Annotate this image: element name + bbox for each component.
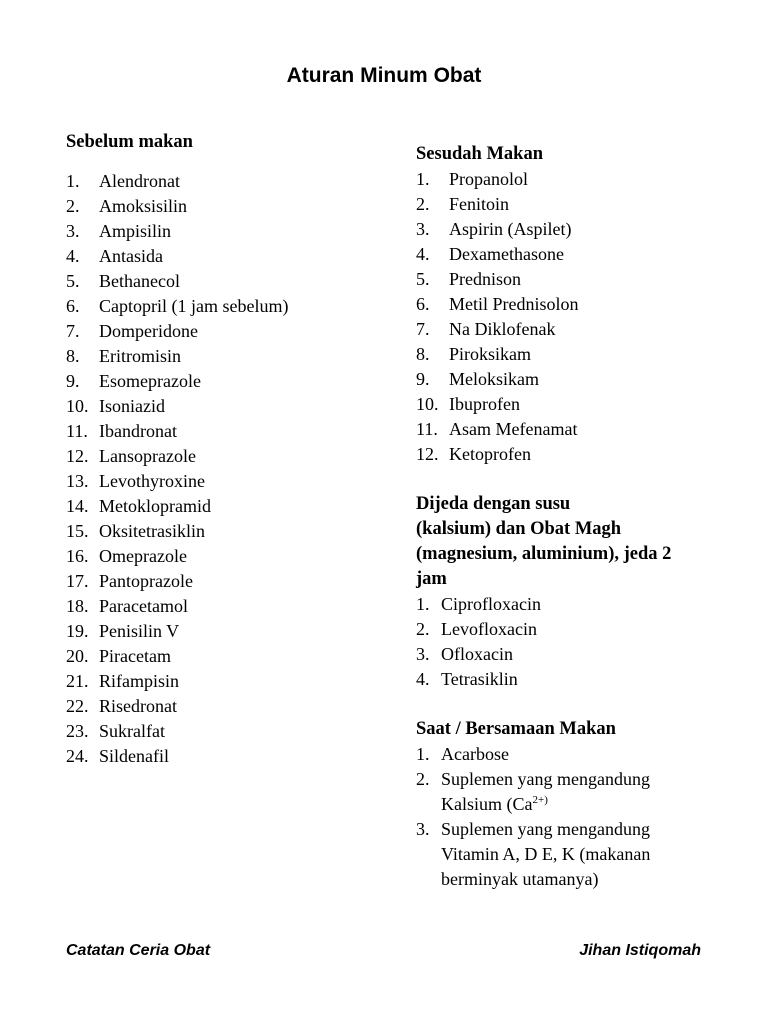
before-meal-heading: Sebelum makan bbox=[66, 132, 193, 152]
item-text: Oksitetrasiklin bbox=[99, 521, 205, 541]
item-number: 17. bbox=[66, 571, 89, 591]
item-number: 9. bbox=[66, 371, 80, 391]
item-number: 9. bbox=[416, 369, 430, 389]
item-number: 21. bbox=[66, 671, 89, 691]
item-number: 2. bbox=[416, 769, 430, 789]
item-text: Levothyroxine bbox=[99, 471, 205, 491]
item-number: 13. bbox=[66, 471, 89, 491]
item-text: Levofloxacin bbox=[441, 619, 537, 639]
list-item bbox=[66, 544, 396, 569]
separated-heading-line: (kalsium) dan Obat Magh bbox=[416, 519, 622, 539]
item-text-line bbox=[441, 792, 716, 817]
list-item bbox=[66, 444, 396, 469]
item-number: 10. bbox=[66, 396, 89, 416]
list-item bbox=[416, 242, 716, 267]
list-item bbox=[416, 642, 716, 667]
item-number: 8. bbox=[416, 344, 430, 364]
list-item bbox=[66, 719, 396, 744]
item-number: 2. bbox=[416, 194, 430, 214]
item-text: Domperidone bbox=[99, 321, 198, 341]
list-item bbox=[416, 767, 716, 817]
list-item bbox=[66, 319, 396, 344]
after-meal-list bbox=[416, 167, 716, 467]
item-number: 6. bbox=[416, 294, 430, 314]
list-item bbox=[416, 292, 716, 317]
item-text: Piroksikam bbox=[449, 344, 532, 364]
list-item bbox=[66, 669, 396, 694]
item-text: Asam Mefenamat bbox=[449, 419, 578, 439]
separated-heading-line: Dijeda dengan susu bbox=[416, 494, 571, 514]
item-number: 5. bbox=[416, 269, 430, 289]
footer-left: Catatan Ceria Obat bbox=[66, 942, 211, 959]
list-item bbox=[66, 419, 396, 444]
list-item bbox=[66, 344, 396, 369]
list-item bbox=[66, 619, 396, 644]
item-number: 18. bbox=[66, 596, 89, 616]
item-text: Ciprofloxacin bbox=[441, 594, 541, 614]
list-item bbox=[416, 417, 716, 442]
item-text: Tetrasiklin bbox=[441, 669, 518, 689]
item-number: 12. bbox=[66, 446, 89, 466]
list-item bbox=[416, 192, 716, 217]
item-text: Penisilin V bbox=[99, 621, 180, 641]
item-text-part: Kalsium (Ca bbox=[441, 794, 533, 814]
list-item bbox=[66, 494, 396, 519]
item-number: 3. bbox=[416, 644, 430, 664]
with-meal-section bbox=[416, 717, 716, 892]
item-text: Prednison bbox=[449, 269, 521, 289]
list-item bbox=[416, 367, 716, 392]
item-number: 1. bbox=[66, 171, 80, 191]
list-item bbox=[416, 267, 716, 292]
item-text: Eritromisin bbox=[99, 346, 181, 366]
item-number: 4. bbox=[416, 244, 430, 264]
list-item bbox=[416, 617, 716, 642]
item-text: Metil Prednisolon bbox=[449, 294, 579, 314]
item-number: 11. bbox=[416, 419, 438, 439]
item-number: 4. bbox=[416, 669, 430, 689]
item-text: Lansoprazole bbox=[99, 446, 196, 466]
list-item bbox=[416, 392, 716, 417]
item-text: Alendronat bbox=[99, 171, 180, 191]
right-column bbox=[416, 142, 716, 892]
item-text: Ampisilin bbox=[99, 221, 172, 241]
item-text: Sildenafil bbox=[99, 746, 169, 766]
item-text: Risedronat bbox=[99, 696, 177, 716]
item-text-line: berminyak utamanya) bbox=[441, 869, 599, 889]
list-item bbox=[66, 169, 396, 194]
with-meal-heading: Saat / Bersamaan Makan bbox=[416, 719, 616, 739]
list-item bbox=[66, 569, 396, 594]
item-number: 15. bbox=[66, 521, 89, 541]
list-item bbox=[416, 592, 716, 617]
item-number: 22. bbox=[66, 696, 89, 716]
list-item bbox=[66, 269, 396, 294]
list-item bbox=[66, 644, 396, 669]
list-item bbox=[416, 667, 716, 692]
list-item bbox=[66, 694, 396, 719]
item-text: Aspirin (Aspilet) bbox=[449, 219, 572, 239]
item-number: 19. bbox=[66, 621, 89, 641]
item-text: Omeprazole bbox=[99, 546, 187, 566]
item-number: 4. bbox=[66, 246, 80, 266]
item-number: 12. bbox=[416, 444, 439, 464]
item-number: 1. bbox=[416, 744, 430, 764]
before-meal-section bbox=[66, 130, 396, 769]
separated-list bbox=[416, 592, 716, 692]
separated-heading bbox=[416, 492, 716, 592]
item-text: Ofloxacin bbox=[441, 644, 513, 664]
item-text: Ibuprofen bbox=[449, 394, 520, 414]
item-text: Rifampisin bbox=[99, 671, 179, 691]
list-item bbox=[416, 317, 716, 342]
item-number: 7. bbox=[416, 319, 430, 339]
list-item bbox=[416, 742, 716, 767]
item-text: Bethanecol bbox=[99, 271, 180, 291]
list-item bbox=[416, 217, 716, 242]
list-item bbox=[416, 342, 716, 367]
item-number: 3. bbox=[66, 221, 80, 241]
item-number: 1. bbox=[416, 594, 430, 614]
item-number: 10. bbox=[416, 394, 439, 414]
item-number: 2. bbox=[416, 619, 430, 639]
item-text: Ketoprofen bbox=[449, 444, 531, 464]
item-text: Metoklopramid bbox=[99, 496, 211, 516]
item-number: 24. bbox=[66, 746, 89, 766]
item-text-line: Vitamin A, D E, K (makanan bbox=[441, 844, 651, 864]
item-text: Esomeprazole bbox=[99, 371, 201, 391]
list-item bbox=[66, 394, 396, 419]
item-text: Propanolol bbox=[449, 169, 528, 189]
list-item bbox=[66, 744, 396, 769]
superscript: 2+) bbox=[532, 794, 548, 806]
item-text: Fenitoin bbox=[449, 194, 510, 214]
item-text: Sukralfat bbox=[99, 721, 165, 741]
item-number: 11. bbox=[66, 421, 88, 441]
list-item bbox=[66, 469, 396, 494]
list-item bbox=[416, 167, 716, 192]
list-item bbox=[66, 219, 396, 244]
item-number: 3. bbox=[416, 819, 430, 839]
list-item bbox=[66, 194, 396, 219]
item-number: 14. bbox=[66, 496, 89, 516]
item-number: 3. bbox=[416, 219, 430, 239]
with-meal-list bbox=[416, 742, 716, 892]
item-text-line: Suplemen yang mengandung bbox=[441, 769, 650, 789]
item-number: 8. bbox=[66, 346, 80, 366]
item-text: Captopril (1 jam sebelum) bbox=[99, 296, 289, 316]
page-title: Aturan Minum Obat bbox=[286, 64, 482, 87]
item-number: 16. bbox=[66, 546, 89, 566]
item-number: 5. bbox=[66, 271, 80, 291]
separated-heading-line: (magnesium, aluminium), jeda 2 bbox=[416, 544, 672, 564]
after-meal-heading: Sesudah Makan bbox=[416, 144, 543, 164]
after-meal-section bbox=[416, 142, 716, 467]
item-text: Dexamethasone bbox=[449, 244, 564, 264]
item-number: 6. bbox=[66, 296, 80, 316]
item-number: 23. bbox=[66, 721, 89, 741]
item-number: 7. bbox=[66, 321, 80, 341]
list-item bbox=[66, 369, 396, 394]
item-text: Na Diklofenak bbox=[449, 319, 556, 339]
separated-section bbox=[416, 492, 716, 692]
item-text-line: Suplemen yang mengandung bbox=[441, 819, 650, 839]
item-text: Piracetam bbox=[99, 646, 171, 666]
item-text: Amoksisilin bbox=[99, 196, 188, 216]
item-text: Ibandronat bbox=[99, 421, 177, 441]
list-item bbox=[66, 594, 396, 619]
list-item bbox=[66, 294, 396, 319]
item-text: Antasida bbox=[99, 246, 163, 266]
item-number: 1. bbox=[416, 169, 430, 189]
item-text: Paracetamol bbox=[99, 596, 188, 616]
list-item bbox=[66, 244, 396, 269]
item-number: 2. bbox=[66, 196, 80, 216]
item-text: Acarbose bbox=[441, 744, 509, 764]
footer-right: Jihan Istiqomah bbox=[579, 942, 701, 959]
list-item bbox=[416, 817, 716, 892]
item-text: Isoniazid bbox=[99, 396, 165, 416]
before-meal-list bbox=[66, 169, 396, 769]
list-item bbox=[66, 519, 396, 544]
item-text: Pantoprazole bbox=[99, 571, 193, 591]
separated-heading-line: jam bbox=[416, 569, 447, 589]
item-text: Meloksikam bbox=[449, 369, 539, 389]
list-item bbox=[416, 442, 716, 467]
item-number: 20. bbox=[66, 646, 89, 666]
